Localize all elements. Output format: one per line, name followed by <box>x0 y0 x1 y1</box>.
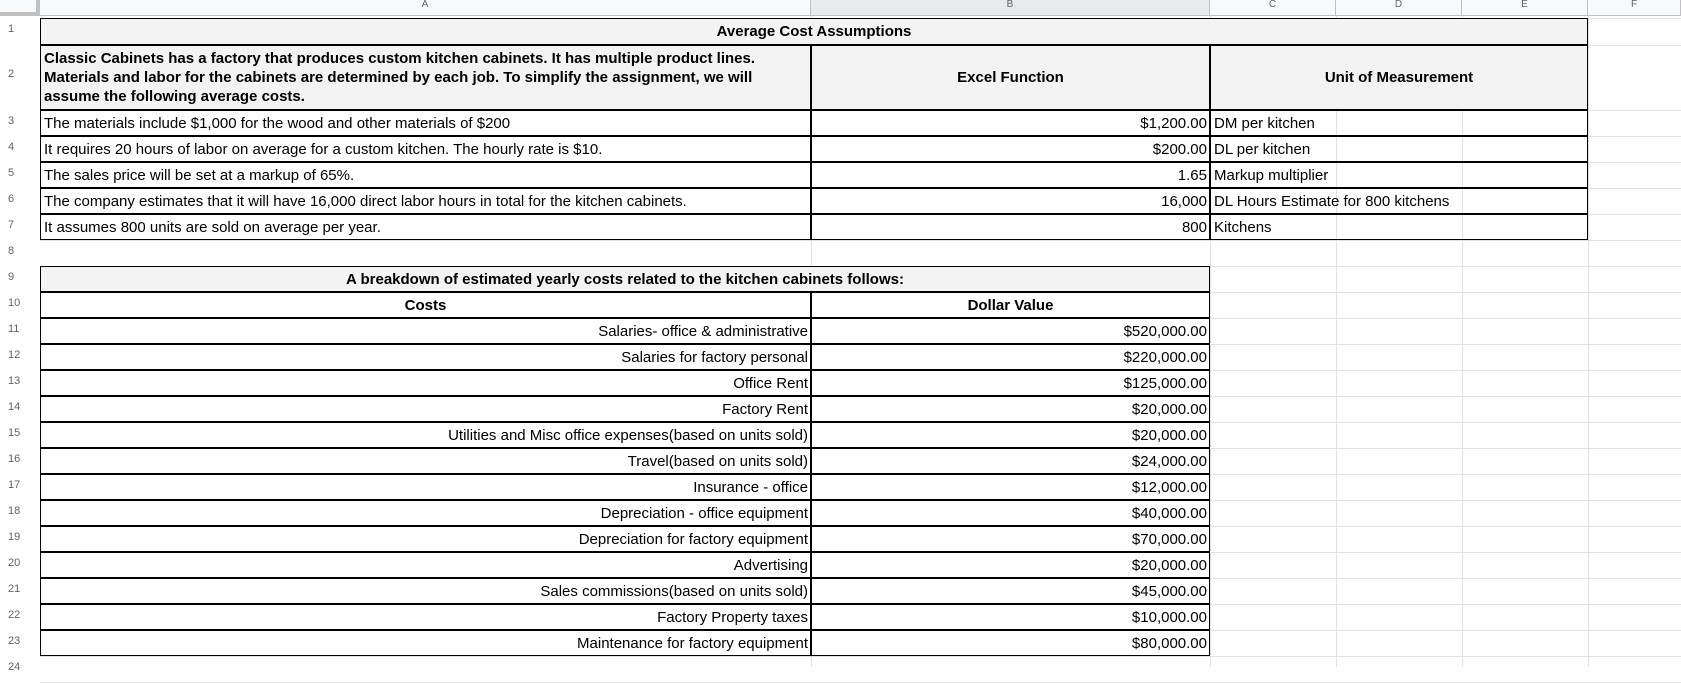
gridline-vertical <box>1588 16 1589 667</box>
column-header-a[interactable]: A <box>40 0 811 16</box>
cost-value-cell[interactable]: $125,000.00 <box>811 370 1210 396</box>
assumption-text-cell[interactable]: It requires 20 hours of labor on average for a custom kitchen. The hourly rate is $10. <box>40 136 811 162</box>
cost-value-cell[interactable]: $220,000.00 <box>811 344 1210 370</box>
assumption-value-cell[interactable]: $200.00 <box>811 136 1210 162</box>
column-header-d[interactable]: D <box>1336 0 1462 16</box>
row-header[interactable]: 7 <box>0 214 40 240</box>
row-header[interactable]: 3 <box>0 110 40 136</box>
cost-value-cell[interactable]: $40,000.00 <box>811 500 1210 526</box>
row-header[interactable]: 12 <box>0 344 40 370</box>
assumption-unit-cell[interactable]: DL per kitchen <box>1210 136 1588 162</box>
cost-value-cell[interactable]: $70,000.00 <box>811 526 1210 552</box>
cost-name-cell[interactable]: Factory Rent <box>40 396 811 422</box>
column-header-c[interactable]: C <box>1210 0 1336 16</box>
assumption-unit-cell[interactable]: Markup multiplier <box>1210 162 1588 188</box>
row-header[interactable]: 23 <box>0 630 40 656</box>
row-header[interactable]: 1 <box>0 18 40 45</box>
row-header[interactable]: 14 <box>0 396 40 422</box>
cost-name-cell[interactable]: Utilities and Misc office expenses(based on units sold) <box>40 422 811 448</box>
cost-value-cell[interactable]: $20,000.00 <box>811 396 1210 422</box>
assumptions-intro[interactable]: Classic Cabinets has a factory that produces custom kitchen cabinets. It has multiple product lines. Materials and labor for the cabinets are determined by each job. To simplify the assignment, we will assume the following average costs. <box>40 45 811 110</box>
gridline-horizontal <box>40 240 1681 241</box>
row-header[interactable]: 10 <box>0 292 40 318</box>
assumption-unit-cell[interactable]: DL Hours Estimate for 800 kitchens <box>1210 188 1588 214</box>
cost-value-cell[interactable]: $24,000.00 <box>811 448 1210 474</box>
row-header[interactable]: 9 <box>0 266 40 292</box>
row-header[interactable]: 18 <box>0 500 40 526</box>
column-header-b[interactable]: B <box>811 0 1210 16</box>
row-header[interactable]: 17 <box>0 474 40 500</box>
assumption-value-cell[interactable]: 16,000 <box>811 188 1210 214</box>
cost-value-cell[interactable]: $80,000.00 <box>811 630 1210 656</box>
assumption-value-cell[interactable]: 800 <box>811 214 1210 240</box>
cost-value-cell[interactable]: $20,000.00 <box>811 552 1210 578</box>
assumption-text-cell[interactable]: The sales price will be set at a markup of 65%. <box>40 162 811 188</box>
row-header[interactable]: 24 <box>0 656 40 682</box>
cost-value-cell[interactable]: $45,000.00 <box>811 578 1210 604</box>
row-header[interactable]: 6 <box>0 188 40 214</box>
header-unit-of-measurement[interactable]: Unit of Measurement <box>1210 45 1588 110</box>
column-header-f[interactable]: F <box>1588 0 1681 16</box>
assumption-unit-cell[interactable]: DM per kitchen <box>1210 110 1588 136</box>
header-costs[interactable]: Costs <box>40 292 811 318</box>
row-header[interactable]: 22 <box>0 604 40 630</box>
cost-name-cell[interactable]: Office Rent <box>40 370 811 396</box>
gridline-horizontal <box>40 656 1681 657</box>
row-header[interactable]: 16 <box>0 448 40 474</box>
assumption-text-cell[interactable]: The materials include $1,000 for the wood and other materials of $200 <box>40 110 811 136</box>
assumption-unit-cell[interactable]: Kitchens <box>1210 214 1588 240</box>
row-header[interactable]: 19 <box>0 526 40 552</box>
assumptions-title[interactable]: Average Cost Assumptions <box>40 18 1588 45</box>
row-header[interactable]: 11 <box>0 318 40 344</box>
cost-name-cell[interactable]: Advertising <box>40 552 811 578</box>
row-header[interactable]: 2 <box>0 45 40 110</box>
cost-value-cell[interactable]: $20,000.00 <box>811 422 1210 448</box>
assumption-text-cell[interactable]: It assumes 800 units are sold on average per year. <box>40 214 811 240</box>
cost-value-cell[interactable]: $520,000.00 <box>811 318 1210 344</box>
cost-name-cell[interactable]: Maintenance for factory equipment <box>40 630 811 656</box>
row-header[interactable]: 21 <box>0 578 40 604</box>
assumption-text-cell[interactable]: The company estimates that it will have 16,000 direct labor hours in total for the kitchen cabinets. <box>40 188 811 214</box>
row-header[interactable]: 15 <box>0 422 40 448</box>
header-dollar-value[interactable]: Dollar Value <box>811 292 1210 318</box>
row-header[interactable]: 13 <box>0 370 40 396</box>
cost-name-cell[interactable]: Travel(based on units sold) <box>40 448 811 474</box>
cost-name-cell[interactable]: Salaries for factory personal <box>40 344 811 370</box>
row-header[interactable]: 8 <box>0 240 40 266</box>
select-all-corner[interactable] <box>0 0 40 16</box>
breakdown-title[interactable]: A breakdown of estimated yearly costs related to the kitchen cabinets follows: <box>40 266 1210 292</box>
cost-name-cell[interactable]: Factory Property taxes <box>40 604 811 630</box>
header-excel-function[interactable]: Excel Function <box>811 45 1210 110</box>
cost-name-cell[interactable]: Salaries- office & administrative <box>40 318 811 344</box>
row-header[interactable]: 4 <box>0 136 40 162</box>
cost-name-cell[interactable]: Sales commissions(based on units sold) <box>40 578 811 604</box>
column-header-e[interactable]: E <box>1462 0 1588 16</box>
assumption-value-cell[interactable]: 1.65 <box>811 162 1210 188</box>
row-header[interactable]: 5 <box>0 162 40 188</box>
cost-name-cell[interactable]: Depreciation for factory equipment <box>40 526 811 552</box>
assumption-value-cell[interactable]: $1,200.00 <box>811 110 1210 136</box>
row-header[interactable]: 20 <box>0 552 40 578</box>
cost-name-cell[interactable]: Insurance - office <box>40 474 811 500</box>
cost-value-cell[interactable]: $12,000.00 <box>811 474 1210 500</box>
cost-value-cell[interactable]: $10,000.00 <box>811 604 1210 630</box>
cost-name-cell[interactable]: Depreciation - office equipment <box>40 500 811 526</box>
